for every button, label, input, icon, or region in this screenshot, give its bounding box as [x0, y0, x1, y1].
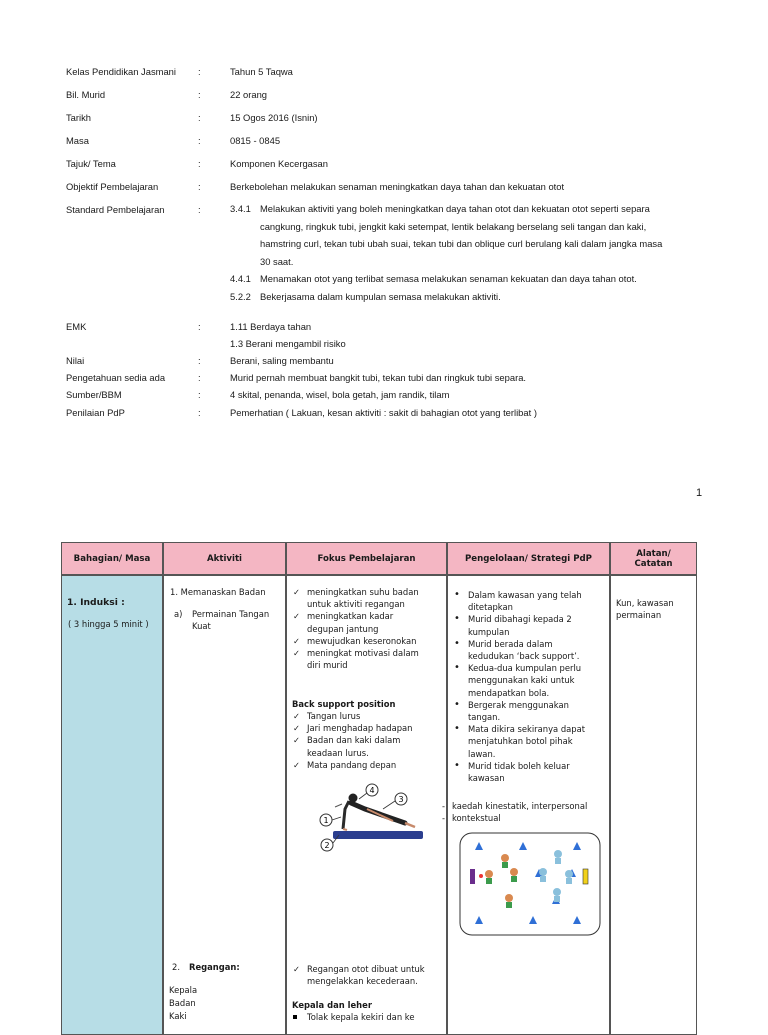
info-colon: : [198, 135, 201, 146]
info-value: Berani, saling membantu [230, 355, 334, 366]
standard-text: Melakukan aktiviti yang boleh meningkatkan daya tahan otot dan kekuatan otot seperti separa [260, 203, 650, 214]
info-value: 22 orang [230, 89, 268, 100]
standard-item [230, 270, 710, 288]
regangan-part: Kepala [169, 985, 198, 995]
regangan-part: Kaki [169, 1011, 187, 1021]
info-value: Komponen Kecergasan [230, 158, 328, 169]
induksi-highlight [62, 576, 162, 1034]
list-item: • Murid tidak boleh keluar kawasan [450, 760, 590, 784]
aktiviti-1: 1. Memanaskan Badan [170, 587, 266, 597]
list-item: • Murid dibahagi kepada 2 kumpulan [450, 613, 590, 637]
regangan-number: 2. [172, 962, 180, 972]
standard-number: 3.4.1 [230, 203, 251, 214]
info-colon: : [198, 204, 201, 215]
list-item: • Bergerak menggunakan tangan. [450, 699, 590, 723]
list-item: • Dalam kawasan yang telah ditetapkan [450, 589, 590, 613]
info-label: Penilaian PdP [66, 407, 125, 418]
list-item: ✓ meningkatkan suhu badan untuk aktiviti regangan [291, 586, 431, 610]
standard-text: hamstring curl, tekan tubi ubah suai, tekan tubi dan oblique curl berulang kali dalam jangka masa [260, 238, 663, 249]
list-item: ✓ Jari menghadap hadapan [291, 722, 421, 734]
figure-marker: 2 [324, 841, 330, 850]
standard-text: Bekerjasama dalam kumpulan semasa melakukan aktiviti. [260, 290, 501, 302]
page-number: 1 [696, 487, 703, 499]
info-label: Standard Pembelajaran [66, 204, 165, 215]
standard-number: 4.4.1 [230, 273, 251, 284]
regangan-title: Regangan: [189, 962, 240, 972]
info-colon: : [198, 158, 201, 169]
info-label: Pengetahuan sedia ada [66, 372, 166, 383]
info-value: Berkebolehan melakukan senaman meningkatkan daya tahan dan kekuatan otot [230, 181, 565, 192]
info-colon: : [198, 112, 201, 123]
induksi-time: ( 3 hingga 5 minit ) [68, 619, 149, 629]
fokus-list [291, 586, 431, 671]
info-value: 0815 - 0845 [230, 135, 281, 146]
list-item: ✓ Mata pandang depan [291, 759, 421, 771]
list-item: ✓ Tangan lurus [291, 710, 421, 722]
info-label: Sumber/BBM [66, 389, 122, 400]
info-label: Tarikh [66, 112, 92, 123]
info-colon: : [198, 321, 201, 332]
standard-item [230, 288, 710, 306]
cell-pengelolaan [447, 575, 610, 1035]
info-colon: : [198, 66, 201, 77]
standard-item [230, 200, 710, 218]
induksi-title: 1. Induksi : [67, 597, 125, 608]
regangan-part: Badan [169, 998, 196, 1008]
info-label: Bil. Murid [66, 89, 106, 100]
list-item: - kaedah kinestatik, interpersonal [442, 800, 607, 812]
info-colon: : [198, 181, 201, 192]
header-bahagian: Bahagian/ Masa [61, 542, 163, 575]
info-label: Masa [66, 135, 89, 146]
aktiviti-1a-marker: a) [174, 609, 183, 619]
standard-number: 5.2.2 [230, 290, 251, 302]
cell-alatan [610, 575, 697, 1035]
list-item: - kontekstual [442, 812, 607, 824]
info-colon: : [198, 89, 201, 100]
figure-marker: 1 [323, 816, 329, 825]
list-item: • Mata dikira sekiranya dapat menjatuhkan botol pihak lawan. [450, 723, 590, 760]
info-label: Kelas Pendidikan Jasmani [66, 66, 176, 77]
header-alatan: Alatan/ Catatan [610, 542, 697, 575]
game-area-diagram [459, 832, 601, 936]
info-colon: : [198, 389, 201, 400]
cell-bahagian [61, 575, 163, 1035]
list-item: ✓ meningkat motivasi dalam diri murid [291, 647, 431, 671]
header-pengelolaan: Pengelolaan/ Strategi PdP [447, 542, 610, 575]
info-value: 4 skital, penanda, wisel, bola getah, jam randik, tilam [230, 389, 450, 400]
info-value: Pemerhatian ( Lakuan, kesan aktiviti : sakit di bahagian otot yang terlibat ) [230, 407, 537, 418]
header-aktiviti: Aktiviti [163, 542, 286, 575]
standard-text: Menamakan otot yang terlibat semasa melakukan senaman kekuatan dan daya tahan otot. [260, 273, 637, 284]
info-value: 1.3 Berani mengambil risiko [230, 338, 346, 349]
info-colon: : [198, 372, 201, 383]
list-item: ✓ mewujudkan keseronokan [291, 635, 431, 647]
figure-marker: 4 [369, 786, 375, 795]
lesson-table [61, 542, 697, 1032]
cell-aktiviti [163, 575, 286, 1035]
list-item: ✓ Regangan otot dibuat untuk mengelakkan kecederaan. [291, 963, 441, 987]
kepala-title: Kepala dan leher [292, 1000, 372, 1010]
info-label: EMK [66, 321, 87, 332]
list-item: • Kedua-dua kumpulan perlu menggunakan kaki untuk mendapatkan bola. [450, 662, 590, 699]
standard-text: 30 saat. [260, 255, 294, 267]
info-colon: : [198, 407, 201, 418]
pengelolaan-list [450, 589, 590, 784]
info-value: Murid pernah membuat bangkit tubi, tekan tubi dan ringkuk tubi separa. [230, 372, 527, 383]
strategi-list [442, 800, 607, 824]
alatan-text: Kun, kawasan permainan [616, 598, 674, 621]
info-label: Nilai [66, 355, 85, 366]
kepala-list [291, 1011, 441, 1023]
list-item: ✓ meningkatkan kadar degupan jantung [291, 610, 431, 634]
info-label: Tajuk/ Tema [66, 158, 116, 169]
info-value: 1.11 Berdaya tahan [230, 321, 312, 332]
cell-fokus [286, 575, 447, 1035]
back-support-title: Back support position [292, 699, 396, 709]
back-support-illustration [305, 781, 430, 861]
info-label: Objektif Pembelajaran [66, 181, 159, 192]
info-value: 15 Ogos 2016 (Isnin) [230, 112, 318, 123]
header-fokus: Fokus Pembelajaran [286, 542, 447, 575]
fokus-regangan-list [291, 963, 441, 987]
back-support-list [291, 710, 421, 771]
list-item: ✓ Badan dan kaki dalam keadaan lurus. [291, 734, 421, 758]
standard-text: cangkung, ringkuk tubi, jengkit kaki setempat, lentik belakang berselang seli tangan dan kaki, [260, 220, 647, 232]
aktiviti-1a: Permainan Tangan Kuat [192, 609, 270, 632]
list-item: Tolak kepala kekiri dan ke [291, 1011, 441, 1023]
standard-list [230, 200, 710, 305]
info-colon: : [198, 355, 201, 366]
list-item: • Murid berada dalam kedudukan ‘back support’. [450, 638, 590, 662]
figure-marker: 3 [398, 795, 404, 804]
info-value: Tahun 5 Taqwa [230, 66, 293, 77]
